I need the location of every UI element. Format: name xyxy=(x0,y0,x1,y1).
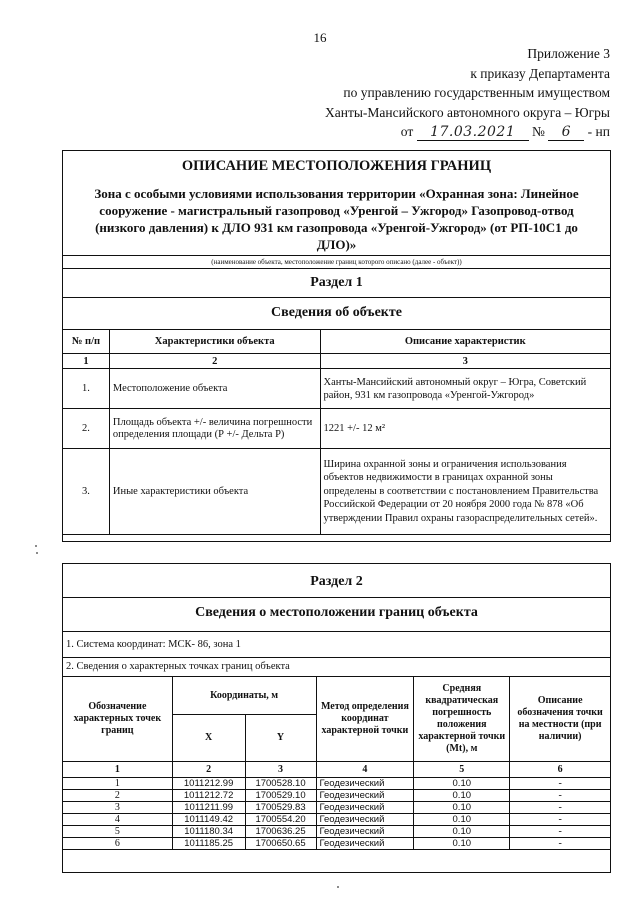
point-y: 1700528.10 xyxy=(245,778,316,790)
table-row xyxy=(63,802,611,814)
appendix-header xyxy=(210,44,610,142)
col-header-num: № п/п xyxy=(63,330,110,354)
col-number: 5 xyxy=(414,762,510,778)
object-caption: (наименование объекта, местоположение границ которого описано (далее - объект)) xyxy=(211,258,462,266)
table-row xyxy=(63,409,611,449)
page-number: 16 xyxy=(313,30,327,45)
table-header-row xyxy=(63,677,611,715)
point-description: - xyxy=(510,778,611,790)
point-method: Геодезический xyxy=(316,814,414,826)
point-error: 0.10 xyxy=(414,802,510,814)
row-description: 1221 +/- 12 м² xyxy=(320,409,610,449)
point-id: 1 xyxy=(63,778,173,790)
col-number: 4 xyxy=(316,762,414,778)
table-row xyxy=(63,778,611,790)
table-colnum-row xyxy=(63,762,611,778)
point-x: 1011185.25 xyxy=(172,838,245,850)
caption-divider xyxy=(62,255,611,256)
table-row xyxy=(63,449,611,535)
appendix-line-1: Приложение 3 xyxy=(527,46,610,61)
point-y: 1700636.25 xyxy=(245,826,316,838)
point-method: Геодезический xyxy=(316,790,414,802)
table-row xyxy=(63,814,611,826)
row-description: Ханты-Мансийский автономный округ – Югра, Советский район, 931 км газопровода «Уренгой-Ужгород» xyxy=(320,369,610,409)
date-prefix: от xyxy=(400,124,414,139)
divider xyxy=(62,268,611,269)
point-error: 0.10 xyxy=(414,814,510,826)
document-title: ОПИСАНИЕ МЕСТОПОЛОЖЕНИЯ ГРАНИЦ xyxy=(181,158,492,174)
table-row xyxy=(63,838,611,850)
number-prefix: № xyxy=(532,124,545,139)
point-error: 0.10 xyxy=(414,790,510,802)
row-characteristic: Площадь объекта +/- величина погрешности определения площади (Р +/- Дельта Р) xyxy=(109,409,320,449)
section2-subheading: Сведения о местоположении границ объекта xyxy=(195,605,478,620)
point-y: 1700529.83 xyxy=(245,802,316,814)
point-y: 1700554.20 xyxy=(245,814,316,826)
scan-speck xyxy=(36,552,38,554)
row-num: 2. xyxy=(63,409,110,449)
section1-heading: Раздел 1 xyxy=(310,275,363,290)
number-suffix: - нп xyxy=(587,124,610,139)
table-row xyxy=(63,369,611,409)
object-name: Зона с особыми условиями использования территории «Охранная зона: Линейное сооружение - магистральный газопровод «Уренгой – Ужгород» Газопровод-отвод (низкого давления) к ДЛО 931 км газопровода «Уренгой-Ужгород» (от РП-10С1 до ДЛО)» xyxy=(94,186,579,252)
point-x: 1011212.99 xyxy=(172,778,245,790)
col-header-error: Средняя квадратическая погрешность положения характерной точки (Мt), м xyxy=(414,677,510,762)
point-description: - xyxy=(510,814,611,826)
point-x: 1011212.72 xyxy=(172,790,245,802)
col-number: 1 xyxy=(63,762,173,778)
point-x: 1011180.34 xyxy=(172,826,245,838)
col-number: 2 xyxy=(172,762,245,778)
divider xyxy=(62,657,611,658)
col-number: 1 xyxy=(63,354,110,369)
point-error: 0.10 xyxy=(414,778,510,790)
table-row xyxy=(63,790,611,802)
point-description: - xyxy=(510,838,611,850)
point-x: 1011149.42 xyxy=(172,814,245,826)
point-id: 4 xyxy=(63,814,173,826)
point-description: - xyxy=(510,790,611,802)
col-header-method: Метод определения координат характерной точки xyxy=(316,677,414,762)
points-title: 2. Сведения о характерных точках границ объекта xyxy=(66,661,290,672)
table-header-row xyxy=(63,330,611,354)
col-number: 2 xyxy=(109,354,320,369)
point-y: 1700650.65 xyxy=(245,838,316,850)
col-header-x: X xyxy=(172,715,245,762)
section2-heading: Раздел 2 xyxy=(310,574,363,589)
handwritten-date: 17.03.2021 xyxy=(417,125,529,141)
appendix-date-line xyxy=(210,122,610,142)
point-x: 1011211.99 xyxy=(172,802,245,814)
point-error: 0.10 xyxy=(414,826,510,838)
section1-subheading: Сведения об объекте xyxy=(271,305,402,320)
point-method: Геодезический xyxy=(316,826,414,838)
col-header-characteristic: Характеристики объекта xyxy=(109,330,320,354)
table-colnum-row xyxy=(63,354,611,369)
scan-speck xyxy=(35,545,37,547)
col-header-designation: Обозначение характерных точек границ xyxy=(63,677,173,762)
point-method: Геодезический xyxy=(316,838,414,850)
point-method: Геодезический xyxy=(316,802,414,814)
divider xyxy=(62,631,611,632)
col-header-point-description: Описание обозначения точки на местности (при наличии) xyxy=(510,677,611,762)
point-id: 5 xyxy=(63,826,173,838)
col-number: 6 xyxy=(510,762,611,778)
point-description: - xyxy=(510,826,611,838)
table-row xyxy=(63,826,611,838)
row-characteristic: Иные характеристики объекта xyxy=(109,449,320,535)
object-info-table xyxy=(62,329,611,535)
row-num: 1. xyxy=(63,369,110,409)
point-y: 1700529.10 xyxy=(245,790,316,802)
point-error: 0.10 xyxy=(414,838,510,850)
row-description: Ширина охранной зоны и ограничения использования объектов недвижимости в границах охранной зоны определены в соответствии с постановлением Правительства Российской Федерации от 20 ноября 2000 года № 878 «Об утверждении Правил охраны газораспределительных сетей». xyxy=(320,449,610,535)
divider xyxy=(62,297,611,298)
handwritten-number: 6 xyxy=(548,125,584,141)
appendix-line-4: Ханты-Мансийского автономного округа – Югры xyxy=(325,104,610,120)
scan-speck xyxy=(337,886,339,888)
point-description: - xyxy=(510,802,611,814)
col-number: 3 xyxy=(320,354,610,369)
col-header-description: Описание характеристик xyxy=(320,330,610,354)
point-id: 2 xyxy=(63,790,173,802)
appendix-line-2: к приказу Департамента xyxy=(470,65,610,81)
row-characteristic: Местоположение объекта xyxy=(109,369,320,409)
coordinate-system: 1. Система координат: МСК- 86, зона 1 xyxy=(66,639,241,650)
col-header-coordinates: Координаты, м xyxy=(172,677,316,715)
col-number: 3 xyxy=(245,762,316,778)
boundary-points-table xyxy=(62,676,611,850)
appendix-line-3: по управлению государственным имуществом xyxy=(343,85,610,100)
divider xyxy=(62,597,611,598)
point-method: Геодезический xyxy=(316,778,414,790)
col-header-y: Y xyxy=(245,715,316,762)
point-id: 3 xyxy=(63,802,173,814)
row-num: 3. xyxy=(63,449,110,535)
point-id: 6 xyxy=(63,838,173,850)
